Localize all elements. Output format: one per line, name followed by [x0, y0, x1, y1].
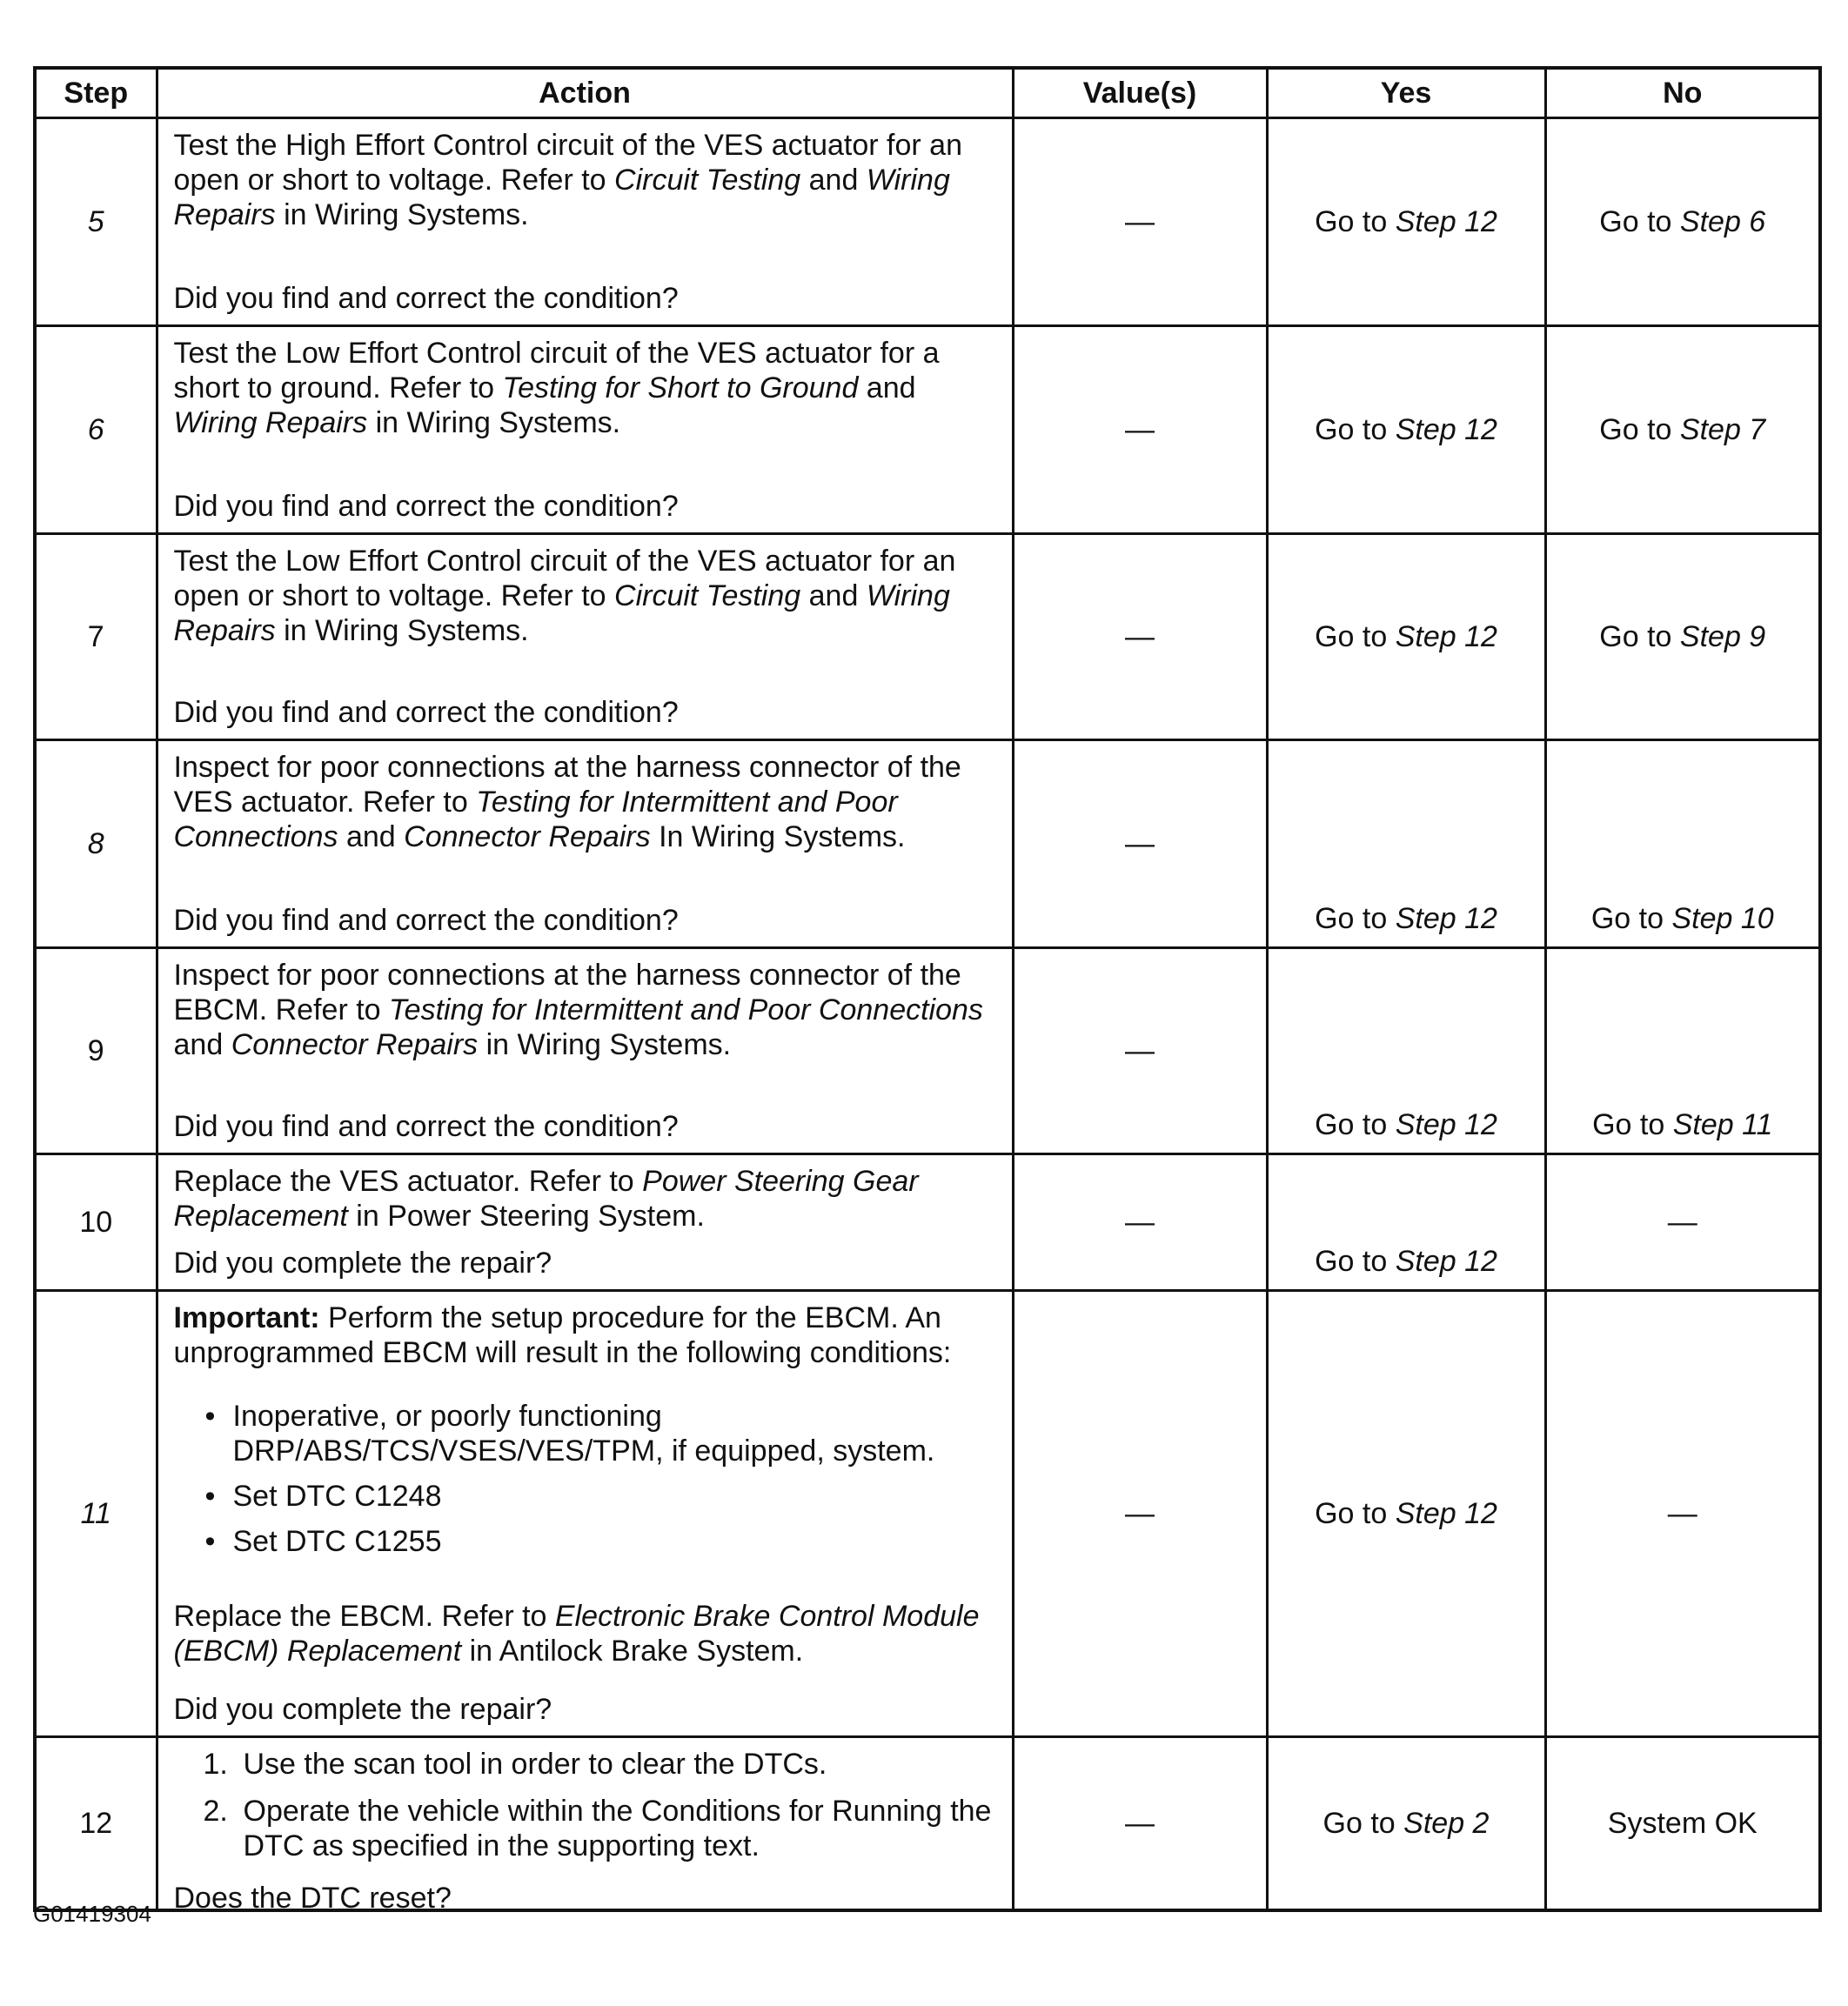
reference-link: Electronic Brake Control Module (EBCM) Replacement — [173, 1599, 980, 1668]
condition-list — [174, 1399, 996, 1569]
table-row — [35, 1154, 1820, 1291]
yes-cell: Go to Step 12 — [1267, 740, 1545, 948]
yes-cell: Go to Step 2 — [1267, 1737, 1545, 1911]
table-row — [35, 740, 1820, 948]
no-cell: Go to Step 6 — [1545, 118, 1820, 326]
header-row — [35, 68, 1820, 118]
action-question: Did you find and correct the condition? — [173, 282, 679, 315]
action-cell — [157, 1291, 1013, 1737]
no-cell: System OK — [1545, 1737, 1820, 1911]
step-number: 6 — [35, 326, 157, 534]
no-cell: Go to Step 11 — [1545, 948, 1820, 1154]
action-text: Test the High Effort Control circuit of the VES actuator for an open or short to voltage. Refer to Circuit Testing and Wiring Repairs in Wiring Systems. — [173, 129, 962, 231]
action-cell — [157, 1737, 1013, 1915]
reference-link: Wiring Repairs — [173, 406, 368, 439]
action-text: Test the Low Effort Control circuit of the VES actuator for an open or short to voltage. Refer to Circuit Testing and Wiring Repairs in Wiring Systems. — [173, 545, 956, 647]
table-row — [35, 948, 1820, 1154]
action-text: Replace the VES actuator. Refer to Power Steering Gear Replacement in Power Steering System. — [173, 1165, 919, 1233]
header-action: Action — [157, 68, 1013, 118]
important-label: Important: — [173, 1301, 320, 1334]
action-cell — [157, 534, 1013, 740]
header-step: Step — [35, 68, 157, 118]
no-cell: Go to Step 9 — [1545, 534, 1820, 740]
action-cell — [157, 948, 1013, 1154]
list-item: • Set DTC C1255 — [233, 1524, 996, 1559]
action-question: Did you complete the repair? — [173, 1247, 552, 1280]
no-cell: Go to Step 7 — [1545, 326, 1820, 534]
header-values: Value(s) — [1013, 68, 1267, 118]
important-note: Important: Perform the setup procedure for the EBCM. An unprogrammed EBCM will result in the following conditions: — [173, 1301, 952, 1369]
no-cell: — — [1545, 1291, 1820, 1737]
value-cell: — — [1013, 534, 1267, 740]
reference-link: Testing for Intermittent and Poor Connections — [173, 786, 898, 853]
no-cell: Go to Step 10 — [1545, 740, 1820, 948]
header-yes: Yes — [1267, 68, 1545, 118]
step-number: 12 — [35, 1737, 157, 1911]
action-cell — [157, 326, 1013, 534]
reference-link: Wiring Repairs — [173, 164, 950, 231]
list-item: 1. Use the scan tool in order to clear the DTCs. — [203, 1748, 827, 1781]
reference-link: Power Steering Gear Replacement — [173, 1165, 919, 1233]
value-cell: — — [1013, 118, 1267, 326]
yes-cell: Go to Step 12 — [1267, 1291, 1545, 1737]
step-number: 10 — [35, 1154, 157, 1291]
value-cell: — — [1013, 1154, 1267, 1291]
step-number: 5 — [35, 118, 157, 326]
table-row — [35, 118, 1820, 326]
list-item: 2. Operate the vehicle within the Conditions for Running the DTC as specified in the supporting text. — [203, 1795, 992, 1862]
header-no: No — [1545, 68, 1820, 118]
action-question: Did you find and correct the condition? — [173, 904, 679, 937]
list-item: • Inoperative, or poorly functioning DRP/ABS/TCS/VSES/VES/TPM, if equipped, system. — [233, 1399, 996, 1468]
table-row — [35, 534, 1820, 740]
action-text: Test the Low Effort Control circuit of the VES actuator for a short to ground. Refer to Testing for Short to Ground and Wiring Repairs in Wiring Systems. — [173, 337, 940, 439]
value-cell: — — [1013, 740, 1267, 948]
step-number: 9 — [35, 948, 157, 1154]
reference-link: Circuit Testing — [614, 579, 801, 612]
no-cell: — — [1545, 1154, 1820, 1291]
reference-link: Testing for Short to Ground — [502, 371, 859, 405]
yes-cell: Go to Step 12 — [1267, 948, 1545, 1154]
reference-link: Testing for Intermittent and Poor Connections — [389, 993, 983, 1026]
action-cell — [157, 118, 1013, 326]
reference-link: Connector Repairs — [231, 1028, 479, 1061]
action-question: Did you find and correct the condition? — [173, 696, 679, 729]
step-number: 11 — [35, 1291, 157, 1737]
action-question: Did you find and correct the condition? — [173, 490, 679, 523]
list-item: • Set DTC C1248 — [233, 1479, 996, 1514]
action-question: Did you complete the repair? — [173, 1692, 552, 1726]
table-row — [35, 1291, 1820, 1737]
yes-cell: Go to Step 12 — [1267, 1154, 1545, 1291]
action-text: Inspect for poor connections at the harness connector of the VES actuator. Refer to Testing for Intermittent and Poor Connections and Connector Repairs In Wiring Systems. — [173, 751, 961, 853]
value-cell: — — [1013, 1737, 1267, 1911]
value-cell: — — [1013, 1291, 1267, 1737]
yes-cell: Go to Step 12 — [1267, 534, 1545, 740]
figure-id: G01419304 — [33, 1901, 151, 1927]
reference-link: Connector Repairs — [404, 820, 651, 853]
table-row — [35, 1737, 1820, 1911]
action-cell — [157, 1154, 1013, 1291]
procedure-list — [174, 1747, 996, 1876]
action-cell — [157, 740, 1013, 948]
step-number: 8 — [35, 740, 157, 948]
reference-link: Circuit Testing — [614, 164, 801, 197]
value-cell: — — [1013, 326, 1267, 534]
step-number: 7 — [35, 534, 157, 740]
reference-link: Wiring Repairs — [173, 579, 950, 647]
value-cell: — — [1013, 948, 1267, 1154]
action-text: Replace the EBCM. Refer to Electronic Brake Control Module (EBCM) Replacement in Antilock Brake System. — [173, 1599, 980, 1668]
yes-cell: Go to Step 12 — [1267, 118, 1545, 326]
action-question: Does the DTC reset? — [173, 1882, 452, 1915]
action-question: Did you find and correct the condition? — [173, 1110, 679, 1143]
action-text: Inspect for poor connections at the harness connector of the EBCM. Refer to Testing for Intermittent and Poor Connections and Connector Repairs in Wiring Systems. — [173, 959, 983, 1061]
table-row — [35, 326, 1820, 534]
yes-cell: Go to Step 12 — [1267, 326, 1545, 534]
